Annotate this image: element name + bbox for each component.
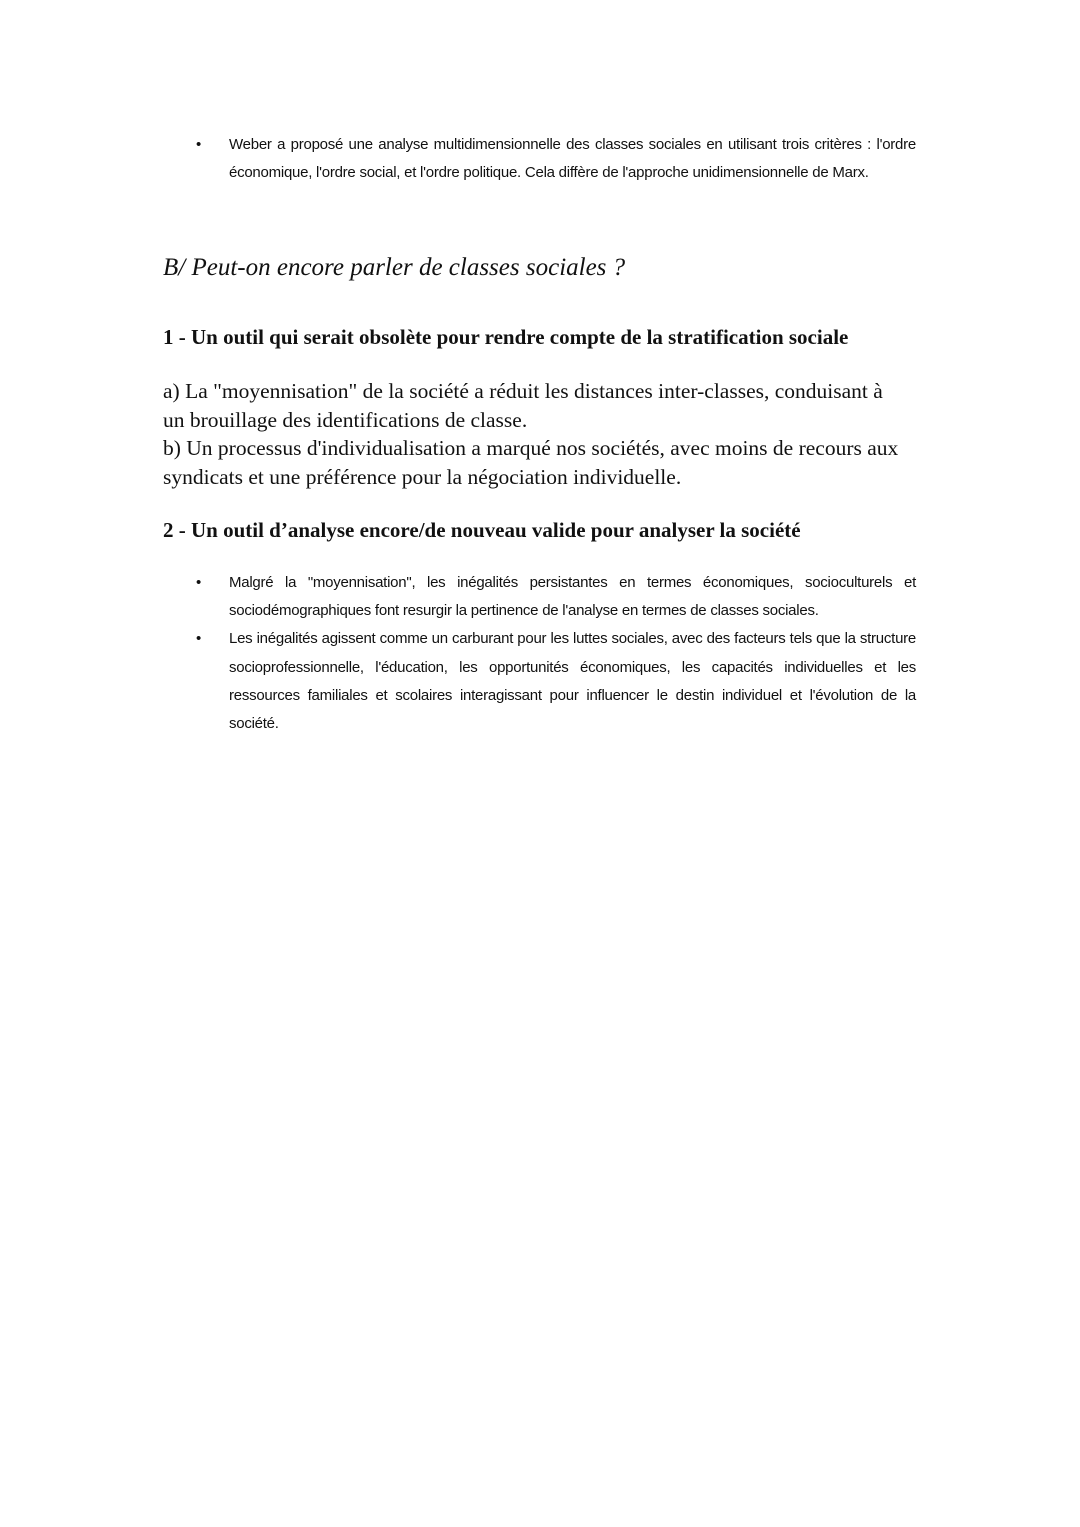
list-item xyxy=(163,569,916,625)
bullet-text: Weber a proposé une analyse multidimensionnelle des classes sociales en utilisant trois critères : l'ordre économique, l'ordre social, et l'ordre politique. Cela diffère de l'approche unidimensionnelle de Marx. xyxy=(229,136,916,182)
bullet-text: Malgré la "moyennisation", les inégalités persistantes en termes économiques, socioculturels et sociodémographiques font resurgir la pertinence de l'analyse en termes de classes sociales. xyxy=(229,574,916,620)
bullet-text: Les inégalités agissent comme un carburant pour les luttes sociales, avec des facteurs tels que la structure socioprofessionnelle, l'éducation, les opportunités économiques, les capacités individuelles et les ressources familiales et scolaires interagissant pour influencer le destin individuel et l'évolution de la société. xyxy=(229,630,916,733)
paragraph-b: b) Un processus d'individualisation a marqué nos sociétés, avec moins de recours aux syndicats et une préférence pour la négociation individuelle. xyxy=(163,436,899,490)
list-item xyxy=(163,625,916,738)
bullet-icon: • xyxy=(196,630,202,648)
subsection-1-heading: 1 - Un outil qui serait obsolète pour rendre compte de la stratification sociale xyxy=(163,325,849,349)
bullet-icon: • xyxy=(196,136,202,153)
section-b-heading: B/ Peut-on encore parler de classes sociales ? xyxy=(163,254,626,281)
subsection-2-bullet-list xyxy=(163,569,916,738)
list-item xyxy=(163,131,916,187)
paragraph-a: a) La "moyennisation" de la société a réduit les distances inter-classes, conduisant à un brouillage des identifications de classe. xyxy=(163,379,883,432)
subsection-1-body xyxy=(163,377,908,492)
bullet-icon: • xyxy=(196,574,202,591)
subsection-2-heading: 2 - Un outil d’analyse encore/de nouveau valide pour analyser la société xyxy=(163,518,801,542)
top-bullet-list xyxy=(163,131,916,187)
